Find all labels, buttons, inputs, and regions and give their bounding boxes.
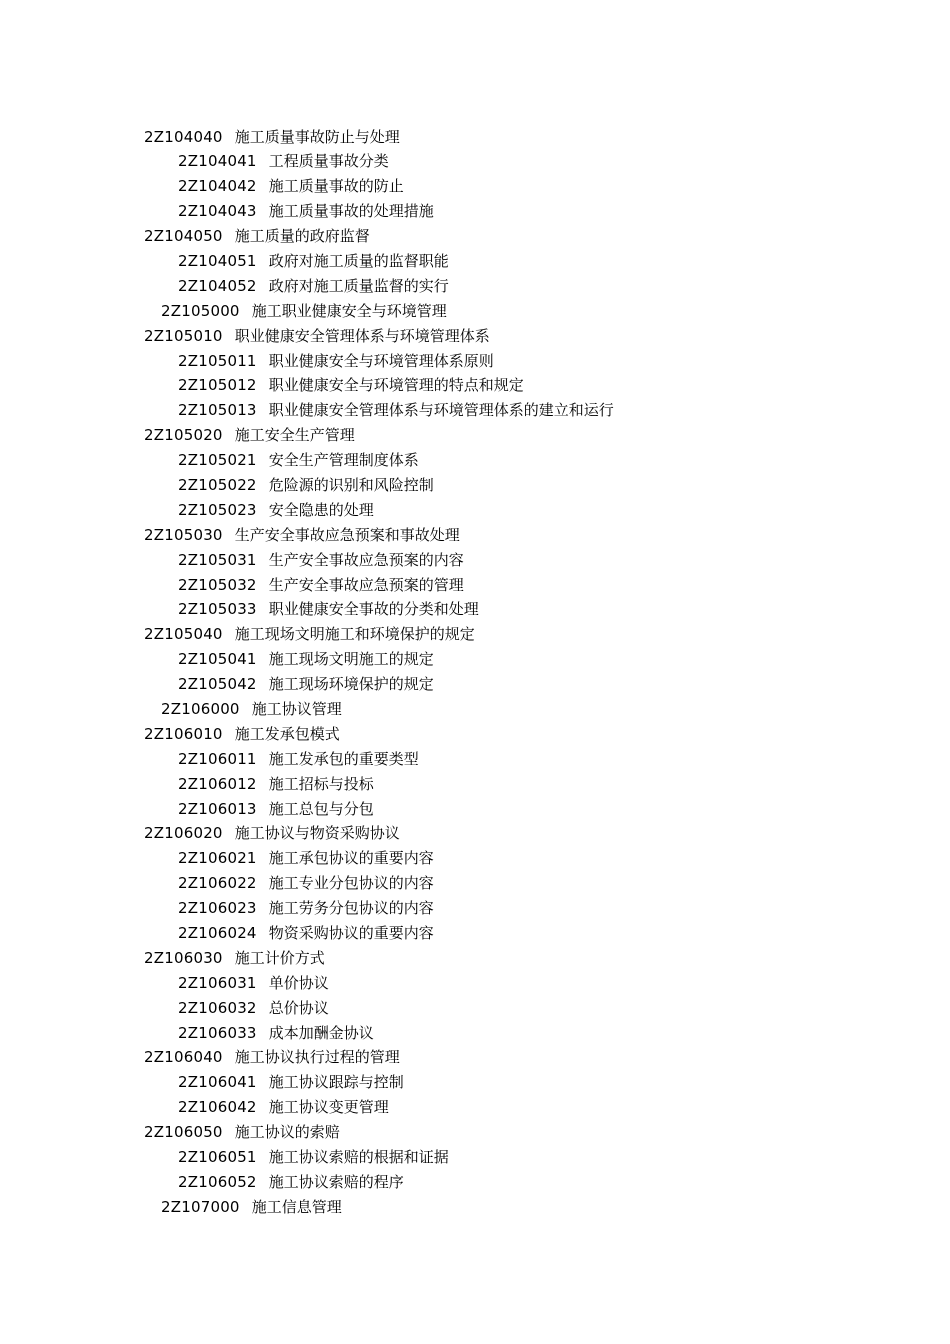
section-title: 施工现场文明施工和环境保护的规定	[234, 625, 475, 644]
outline-item	[0, 797, 614, 822]
section-code: 2Z106000	[161, 699, 240, 718]
section-code: 2Z106021	[178, 849, 257, 868]
outline-item	[0, 1095, 614, 1120]
section-title: 职业健康安全与环境管理的特点和规定	[268, 376, 524, 395]
outline-item	[0, 174, 614, 199]
section-title: 施工协议执行过程的管理	[234, 1048, 400, 1067]
section-title: 生产安全事故应急预案的内容	[268, 550, 464, 569]
outline-item	[0, 597, 614, 622]
section-title: 单价协议	[268, 973, 329, 992]
section-title: 政府对施工质量监督的实行	[268, 276, 449, 295]
outline-item	[0, 996, 614, 1021]
section-code: 2Z106031	[178, 973, 257, 992]
section-code: 2Z105020	[144, 426, 223, 445]
section-code: 2Z106033	[178, 1023, 257, 1042]
outline-item	[0, 722, 614, 747]
section-code: 2Z106030	[144, 948, 223, 967]
section-title: 施工发承包的重要类型	[268, 749, 419, 768]
outline-item	[0, 324, 614, 349]
outline-item	[0, 498, 614, 523]
section-code: 2Z107000	[161, 1197, 240, 1216]
section-code: 2Z106041	[178, 1073, 257, 1092]
outline-item	[0, 672, 614, 697]
outline-item	[0, 697, 614, 722]
section-title: 施工质量事故的处理措施	[268, 202, 434, 221]
section-title: 施工专业分包协议的内容	[268, 874, 434, 893]
section-title: 施工招标与投标	[268, 774, 374, 793]
outline-item	[0, 1170, 614, 1195]
section-title: 安全生产管理制度体系	[268, 451, 419, 470]
section-code: 2Z105011	[178, 351, 257, 370]
outline-item	[0, 1021, 614, 1046]
outline-item	[0, 871, 614, 896]
section-code: 2Z106012	[178, 774, 257, 793]
section-title: 总价协议	[268, 998, 329, 1017]
section-title: 施工总包与分包	[268, 799, 374, 818]
outline-item	[0, 125, 614, 150]
section-code: 2Z106042	[178, 1098, 257, 1117]
section-title: 职业健康安全与环境管理体系原则	[268, 351, 494, 370]
section-code: 2Z105013	[178, 401, 257, 420]
section-title: 施工协议管理	[251, 699, 342, 718]
outline-item	[0, 448, 614, 473]
section-code: 2Z106052	[178, 1172, 257, 1191]
section-code: 2Z106050	[144, 1123, 223, 1142]
section-code: 2Z106010	[144, 724, 223, 743]
outline-item	[0, 523, 614, 548]
section-code: 2Z106024	[178, 924, 257, 942]
section-title: 安全隐患的处理	[268, 500, 374, 519]
section-title: 施工职业健康安全与环境管理	[251, 301, 447, 320]
section-code: 2Z105041	[178, 650, 257, 669]
section-code: 2Z104042	[178, 177, 257, 196]
outline-item	[0, 946, 614, 971]
section-title: 施工质量事故的防止	[268, 177, 404, 196]
section-code: 2Z104052	[178, 276, 257, 295]
outline-item	[0, 846, 614, 871]
section-title: 施工协议索赔的程序	[268, 1172, 404, 1191]
section-title: 施工协议的索赔	[234, 1123, 340, 1142]
section-title: 施工劳务分包协议的内容	[268, 899, 434, 918]
section-code: 2Z105042	[178, 675, 257, 694]
outline-item	[0, 274, 614, 299]
section-title: 施工质量事故防止与处理	[234, 127, 400, 146]
outline-item	[0, 971, 614, 996]
section-code: 2Z105023	[178, 500, 257, 519]
outline-item	[0, 548, 614, 573]
section-code: 2Z105022	[178, 475, 257, 494]
section-title: 施工计价方式	[234, 948, 325, 967]
section-code: 2Z106020	[144, 824, 223, 843]
section-title: 施工承包协议的重要内容	[268, 849, 434, 868]
section-title: 物资采购协议的重要内容	[268, 924, 434, 942]
outline-item	[0, 573, 614, 598]
outline-item	[0, 772, 614, 797]
section-title: 生产安全事故应急预案和事故处理	[234, 525, 460, 544]
section-code: 2Z106051	[178, 1148, 257, 1167]
outline-item	[0, 299, 614, 324]
section-title: 工程质量事故分类	[268, 152, 389, 171]
section-title: 生产安全事故应急预案的管理	[268, 575, 464, 594]
outline-item	[0, 473, 614, 498]
section-code: 2Z106022	[178, 874, 257, 893]
outline-item	[0, 1070, 614, 1095]
section-title: 施工安全生产管理	[234, 426, 355, 445]
section-code: 2Z104050	[144, 227, 223, 246]
outline-item	[0, 896, 614, 921]
section-code: 2Z105012	[178, 376, 257, 395]
section-title: 施工现场环境保护的规定	[268, 675, 434, 694]
section-title: 施工发承包模式	[234, 724, 340, 743]
outline-item	[0, 921, 614, 946]
section-title: 施工现场文明施工的规定	[268, 650, 434, 669]
section-code: 2Z104043	[178, 202, 257, 221]
section-code: 2Z105032	[178, 575, 257, 594]
section-title: 施工协议索赔的根据和证据	[268, 1148, 449, 1167]
section-title: 施工信息管理	[251, 1197, 342, 1216]
section-code: 2Z104041	[178, 152, 257, 171]
outline-item	[0, 249, 614, 274]
outline-item	[0, 1045, 614, 1070]
outline-item	[0, 398, 614, 423]
section-title: 职业健康安全事故的分类和处理	[268, 600, 479, 619]
section-title: 施工协议与物资采购协议	[234, 824, 400, 843]
section-title: 施工协议跟踪与控制	[268, 1073, 404, 1092]
section-code: 2Z105021	[178, 451, 257, 470]
section-code: 2Z104051	[178, 251, 257, 270]
section-code: 2Z105033	[178, 600, 257, 619]
section-code: 2Z105030	[144, 525, 223, 544]
section-title: 职业健康安全管理体系与环境管理体系的建立和运行	[268, 401, 614, 420]
outline-item	[0, 622, 614, 647]
section-title: 成本加酬金协议	[268, 1023, 374, 1042]
outline-item	[0, 349, 614, 374]
section-code: 2Z105031	[178, 550, 257, 569]
section-code: 2Z106023	[178, 899, 257, 918]
outline-item	[0, 747, 614, 772]
section-code: 2Z104040	[144, 127, 223, 146]
outline-list	[0, 125, 614, 1220]
section-code: 2Z106032	[178, 998, 257, 1017]
outline-item	[0, 149, 614, 174]
section-code: 2Z106013	[178, 799, 257, 818]
outline-item	[0, 821, 614, 846]
outline-item	[0, 647, 614, 672]
section-code: 2Z105000	[161, 301, 240, 320]
section-code: 2Z106040	[144, 1048, 223, 1067]
section-title: 职业健康安全管理体系与环境管理体系	[234, 326, 490, 345]
outline-item	[0, 1120, 614, 1145]
section-code: 2Z106011	[178, 749, 257, 768]
section-code: 2Z105040	[144, 625, 223, 644]
outline-item	[0, 224, 614, 249]
outline-item	[0, 1195, 614, 1220]
outline-item	[0, 1145, 614, 1170]
section-title: 施工协议变更管理	[268, 1098, 389, 1117]
outline-item	[0, 373, 614, 398]
outline-item	[0, 199, 614, 224]
section-title: 政府对施工质量的监督职能	[268, 251, 449, 270]
section-title: 施工质量的政府监督	[234, 227, 370, 246]
outline-item	[0, 423, 614, 448]
section-title: 危险源的识别和风险控制	[268, 475, 434, 494]
section-code: 2Z105010	[144, 326, 223, 345]
